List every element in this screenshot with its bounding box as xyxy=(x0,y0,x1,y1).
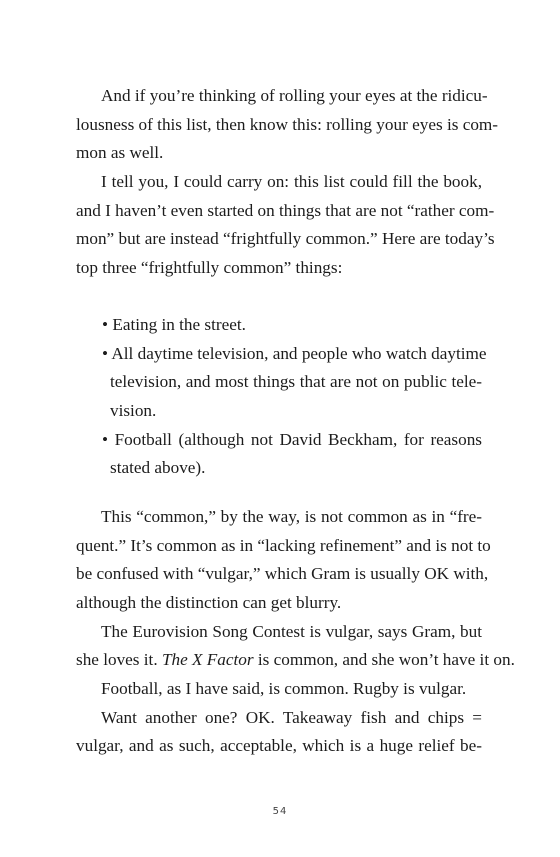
body-text xyxy=(76,82,515,761)
text-line: vision. xyxy=(110,400,157,420)
text-line: This “common,” by the way, is not common as in “fre- xyxy=(101,506,482,526)
text-line: Want another one? OK. Takeaway fish and chips = xyxy=(101,707,482,727)
paragraph xyxy=(76,704,482,761)
text-span: she loves it. xyxy=(76,650,162,670)
text-line: And if you’re thinking of rolling your eyes at the ridicu- xyxy=(101,86,488,105)
text-line: The Eurovision Song Contest is vulgar, says Gram, but xyxy=(101,621,482,641)
text-line: Football, as I have said, is common. Rugby is vulgar. xyxy=(101,679,467,699)
bullet-item xyxy=(76,340,487,426)
paragraph xyxy=(76,82,499,168)
text-line: television, and most things that are not on public tele- xyxy=(110,372,482,392)
text-line: and I haven’t even started on things that are not “rather com- xyxy=(76,200,495,220)
text-line: stated above). xyxy=(110,458,206,478)
show-title: The X Factor xyxy=(161,650,254,670)
paragraph xyxy=(76,168,495,283)
bullet-list xyxy=(76,311,487,483)
paragraph xyxy=(76,675,482,704)
bullet-item xyxy=(76,311,482,340)
text-line: • Eating in the street. xyxy=(102,314,246,334)
paragraph xyxy=(76,618,515,675)
text-span: is common, and she won’t have it on. xyxy=(253,650,515,670)
spacer xyxy=(76,483,482,503)
text-line: I tell you, I could carry on: this list could fill the book, xyxy=(101,172,482,192)
bullet-item xyxy=(76,426,482,483)
page-number: 54 xyxy=(272,806,288,817)
text-line: vulgar, and as such, acceptable, which is a huge relief be- xyxy=(76,736,482,756)
text-line: mon” but are instead “frightfully common.” Here are today’s xyxy=(76,229,495,249)
text-line: quent.” It’s common as in “lacking refinement” and is not to xyxy=(76,535,491,555)
text-line: • Football (although not David Beckham, for reasons xyxy=(102,429,482,449)
text-line: top three “frightfully common” things: xyxy=(76,258,343,278)
spacer xyxy=(76,283,482,311)
text-line: mon as well. xyxy=(76,143,164,163)
text-line: although the distinction can get blurry. xyxy=(76,593,342,612)
text-line xyxy=(76,646,515,675)
paragraph xyxy=(76,503,491,618)
text-line: • All daytime television, and people who watch daytime xyxy=(102,343,487,363)
text-line: lousness of this list, then know this: rolling your eyes is com- xyxy=(76,114,499,134)
text-line: be confused with “vulgar,” which Gram is usually OK with, xyxy=(76,564,489,584)
